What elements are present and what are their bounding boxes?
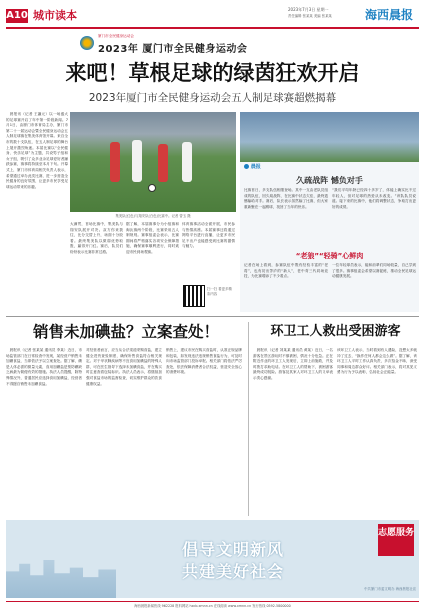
header-rule (6, 27, 419, 29)
ad-city-illustration (6, 560, 116, 598)
player-figure (182, 142, 192, 182)
ad-line2: 共建美好社会 (182, 562, 285, 581)
article3-col1: 晨报讯（记者 刘某某 通讯员 黄某）近日，一名游客在景区游玩时不慎被困，情况十分危急。正在附近作业的环卫工人发现后，立即上前施救，并及时拨打求助电话。在环卫工人的帮助下，被困游客最终成功脱险。游客及其家人对环卫工人的义举表示衷心感谢。 (253, 348, 333, 380)
side-title-2: “老狼”“轻骑”心鲜肉 (295, 252, 364, 260)
section-title: 城市读本 (33, 9, 77, 22)
article2-headline: 销售未加碘盐？立案查处！ (32, 323, 219, 341)
footer-text: 海西晨报新闻热线 962228 报料网站 hxcb.xmnn.cn 在线阅读 www.xmnn.cn 发行热线 0592-5800000 (134, 604, 291, 608)
banner-subtitle: 厦门市全民健身运动会 (98, 34, 134, 38)
main-body-col4: 体育赛事活动全面开展，市民参与热情高涨。本届赛事还将通过网络平台进行直播，让更多市民足不出户也能感受到比赛的激情与魅力。 (182, 222, 235, 249)
main-body-col2: 大满贯，首场比赛中，集美队与翔安队展开对决。双方你来我往，比分交替上升，场面十分胶着。最终集美队以微弱优势取胜，赢得开门红。赛后，队员们纷纷表示比赛非常过瘾。 (70, 222, 123, 254)
player-figure (158, 144, 168, 182)
side-body-col1: 比赛首日，多支队伍相继登场。其中一支由老队员组成的队伍，因久疏战阵，在比赛中状态欠佳，最终遗憾输给对手。赛后，队长表示虽然输了比赛，但大家重新聚在一起踢球，找回了当年的快乐。 (244, 188, 328, 209)
issue-date: 2023年7月3日 星期一 (288, 7, 329, 12)
side-body-col2: “我们平均年龄已经四十多岁了，体能上确实比不过年轻人，但对足球的热爱从未改变。”该队队员说道。接下来的比赛中，他们将调整状态，争取打出更好的成绩。 (332, 188, 416, 209)
photo-caption: 集美队(红色)与翔安队(白色)比赛中。记者 曾玉 摄 (115, 214, 191, 218)
section-divider (6, 316, 419, 317)
side-photo (240, 112, 419, 162)
app-label-text: 晨报 (250, 164, 261, 170)
article2-col2: 对经营者而言，应当从合法渠道采购食盐，建立健全进货查验制度，确保所售食盐符合相关规定。对于甲状腺疾病等不宜食用加碘盐的特殊人群，可在医生指导下选择未加碘食盐，并在购买时注意查看包装标识。执法人员表示，将继续加强对食盐市场的监督检查，切实维护群众的饮食健康权益。 (86, 348, 162, 386)
banner-title: 2023年 厦门市全民健身运动会 (98, 44, 248, 55)
side-body-col3: 记者在场上看到，参赛队伍中既有经验丰富的“老将”，也有初出茅庐的“新人”，老中青三代同场竞技，为比赛增添了不少看点。 (244, 263, 328, 279)
page-code: A10 (6, 10, 28, 21)
main-body-col1: 晨报讯（记者 王瀛元）以一场盛大的足球赛开启了年中第一阶段新闻。7月1日，由厦门市体育局主办，厦门市第二十一届运动会暨全民健身运动会五人制足球赛在集美体育馆开幕。来自全市的数十支队伍，在五人制足球的舞台上展开激烈角逐。本届比赛以“全民健身、快乐足球”为主题，共设男子组和女子组，吸引了众多业余足球爱好者踊跃参赛，赛事将持续至本月下旬。开幕式上，厦门市体育局相关负责人表示，希望通过举办此类比赛，进一步营造全民健身的良好氛围，让更多市民享受足球运动带来的乐趣。 (6, 112, 68, 189)
editor-line: 责任编辑 张某某 美编 张某某 (288, 14, 332, 18)
footer-rule (6, 601, 419, 602)
ad-line1: 倡导文明新风 (182, 540, 285, 559)
main-photo (70, 112, 236, 212)
ad-badge: 志愿服务 (378, 524, 414, 556)
article2-col1: 晨报讯（记者 张某某 通讯员 李某）近日，市场监管部门在日常检查中发现，某经营户销售未加碘食盐，当即依法予以立案查处。据了解，碘是人体必需的微量元素，食用加碘盐是预防碘缺乏病最为简便有效的措施。执法人员提醒，除特殊情况外，普通居民应选择食用加碘盐，经营者不得擅自销售未加碘食盐。 (6, 348, 82, 386)
ad-footer: 中共厦门市委文明办 海西晨报社宣 (364, 587, 416, 591)
main-subhead: 2023年厦门市全民健身运动会五人制足球赛超燃揭幕 (88, 92, 337, 104)
page-header (0, 0, 425, 30)
volunteer-ad (6, 520, 419, 598)
side-title-1: 久疏战阵 憾负对手 (296, 176, 363, 185)
event-banner (80, 34, 342, 54)
main-headline: 来吧！草根足球的绿茵狂欢开启 (65, 61, 360, 85)
player-figure (110, 142, 120, 182)
qr-caption: 扫一扫 看更多精彩内容 (207, 287, 232, 297)
ball-icon (148, 184, 156, 192)
event-logo-icon (80, 36, 94, 50)
article3-col2: 该环卫工人表示，当时看到有人遇险，没想太多就冲了过去，“换作任何人都会这么做”。据了解，该环卫工人平时工作认真负责，多次拾金不昧，深受同事和周边群众好评。相关部门表示，将对其见义勇为行为予以表彰，弘扬社会正能量。 (337, 348, 417, 375)
brand-logo: 海西晨报 (365, 8, 414, 22)
main-body-col3: 据了解，本届赛事分为小组赛和淘汰赛两个阶段，比赛采用五人制规则。赛事组委会表示，比赛期间将严格落实各项安全保障措施，确保赛事顺利进行，同时欢迎市民到场观赛。 (126, 222, 179, 254)
article3-headline: 环卫工人救出受困游客 (270, 324, 401, 339)
side-body-col4: 一位年轻球员表示，能和前辈们同场较量，自己学到了很多。赛事组委会希望以赛促练，推动全民足球运动健康发展。 (332, 263, 416, 279)
player-figure (132, 140, 142, 182)
article2-col3: 销售上，建议市民在购买食盐时，认准正规品牌和包装，如发现违法违规销售食盐行为，可及时向市场监管部门投诉举报。相关部门将依法严厉查处，依法保障消费者合法权益，营造安全放心的消费环境。 (166, 348, 242, 375)
app-icon (244, 164, 249, 169)
app-label (244, 163, 261, 170)
qr-code[interactable] (184, 286, 204, 306)
column-divider (248, 322, 249, 516)
